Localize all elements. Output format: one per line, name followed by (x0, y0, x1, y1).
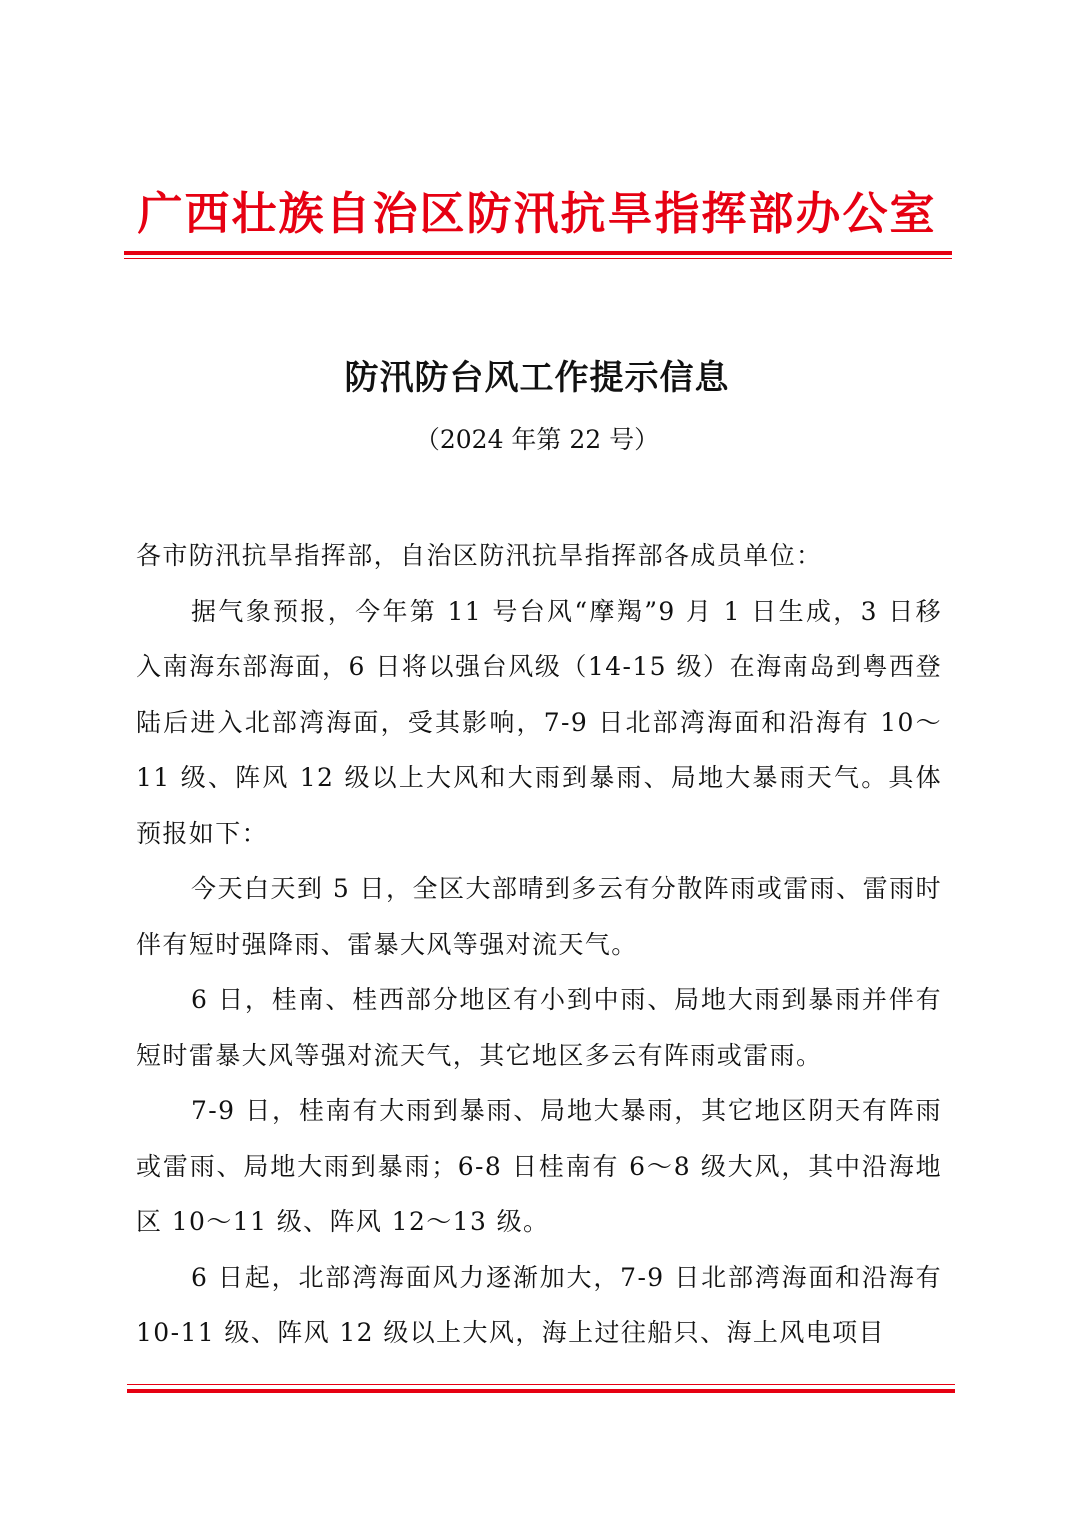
body-paragraph-forecast-summary: 据气象预报，今年第 11 号台风“摩羯”9 月 1 日生成，3 日移入南海东部海面，6 日将以强台风级（14-15 级）在海南岛到粤西登陆后进入北部湾海面，受其影响，7-9 日北部湾海面和沿海有 10～11 级、阵风 12 级以上大风和大雨到暴雨、局地大暴雨天气。具体预报如下： (136, 596, 942, 848)
issuing-organization-header: 广西壮族自治区防汛抗旱指挥部办公室 (137, 187, 937, 240)
salutation: 各市防汛抗旱指挥部，自治区防汛抗旱指挥部各成员单位： (136, 541, 823, 570)
document-title: 防汛防台风工作提示信息 (344, 358, 730, 398)
footer-rule-thick (127, 1389, 955, 1393)
header-rule-thin (124, 258, 952, 259)
document-body (136, 528, 942, 1361)
footer-rule-thin (127, 1384, 955, 1385)
body-paragraph-6th: 6 日，桂南、桂西部分地区有小到中雨、局地大雨到暴雨并伴有短时雷暴大风等强对流天气，其它地区多云有阵雨或雷雨。 (136, 985, 942, 1070)
header-rule-thick (124, 251, 952, 255)
document-number: （2024 年第 22 号） (414, 425, 660, 454)
body-paragraph-today-to-5th: 今天白天到 5 日，全区大部晴到多云有分散阵雨或雷雨、雷雨时伴有短时强降雨、雷暴大风等强对流天气。 (136, 874, 942, 959)
body-paragraph-sea-wind: 6 日起，北部湾海面风力逐渐加大，7-9 日北部湾海面和沿海有 10-11 级、阵风 12 级以上大风，海上过往船只、海上风电项目 (136, 1262, 942, 1347)
body-paragraph-7th-to-9th: 7-9 日，桂南有大雨到暴雨、局地大暴雨，其它地区阴天有阵雨或雷雨、局地大雨到暴雨；6-8 日桂南有 6～8 级大风，其中沿海地区 10～11 级、阵风 12～13 级。 (136, 1096, 942, 1236)
